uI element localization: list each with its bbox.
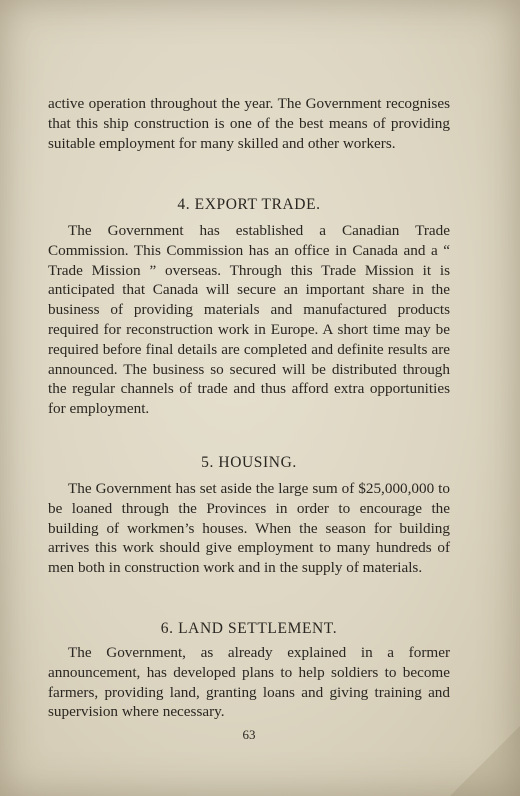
export-trade-text: The Government has established a Canadian Trade Commission. This Commission has an office in Canada and a “ Trade Mission ” overseas. Through this Trade Mission it is anticipated that Canada will secure an important share in the business of providing materials and manufactured products required for reconstruction work in Europe. A short time may be required before final details are completed and definite results are announced. The business so secured will be distributed through the regular channels of trade and thus afford extra opportunities for employment.: [48, 222, 450, 418]
section-body-housing: [48, 479, 450, 578]
section-body-export-trade: [48, 221, 450, 419]
page-number: 63: [242, 727, 256, 742]
page-corner-crease: [450, 726, 520, 796]
section-heading-export-trade: 4. EXPORT TRADE.: [177, 196, 321, 213]
land-settlement-text: The Government, as already explained in a former announcement, has developed plans to help soldiers to become farmers, providing land, granting loans and giving training and supervision where necessary.: [48, 644, 450, 721]
intro-paragraph: [48, 94, 450, 153]
section-heading-land-settlement: 6. LAND SETTLEMENT.: [160, 620, 338, 637]
intro-text: active operation throughout the year. The Government recognises that this ship construction is one of the best means of providing suitable employment for many skilled and other workers.: [48, 95, 450, 152]
section-body-land-settlement: [48, 643, 450, 722]
housing-text: The Government has set aside the large sum of $25,000,000 to be loaned through the Provinces in order to encourage the building of workmen’s houses. When the season for building arrives this work should give employment to many hundreds of men both in construction work and in the supply of materials.: [48, 480, 450, 577]
section-heading-housing: 5. HOUSING.: [201, 454, 297, 471]
